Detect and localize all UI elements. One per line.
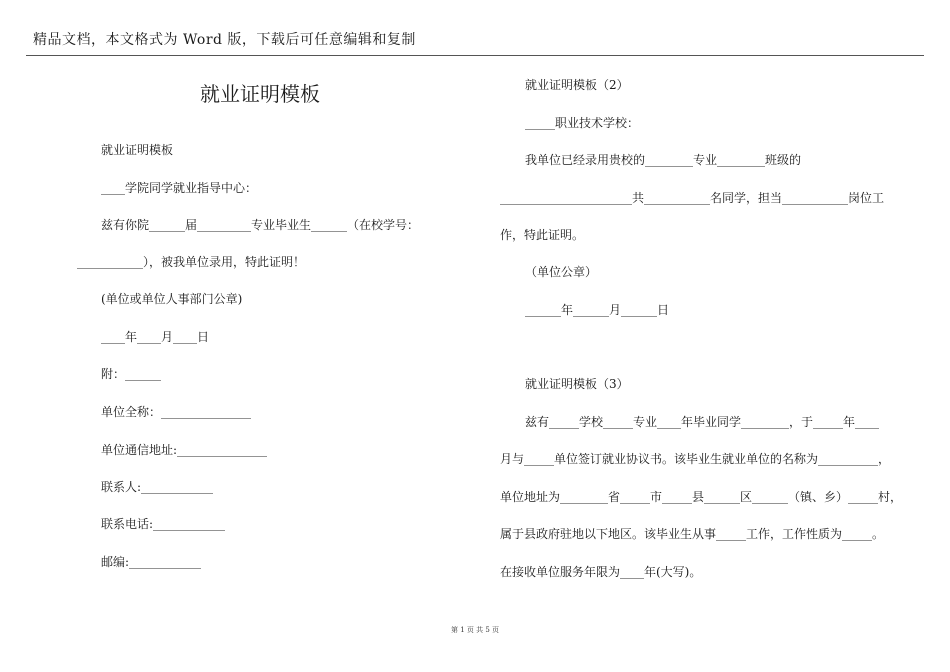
page-title: 就业证明模板: [200, 82, 320, 106]
left-line-1: 就业证明模板: [101, 143, 174, 157]
document-header: 精品文档，本文格式为 Word 版，下载后可任意编辑和复制: [33, 32, 416, 48]
right-line-9: 兹有_____学校_____专业____年毕业同学________，于_____年____: [525, 415, 880, 429]
left-line-8: 单位全称：_______________: [101, 405, 252, 419]
left-line-6: ____年____月____日: [101, 330, 210, 344]
right-line-13: 在接收单位服务年限为____年(大写)。: [500, 565, 702, 579]
right-line-11: 单位地址为________省_____市_____县______区______（镇、乡）_____村，: [500, 490, 903, 504]
right-line-1: 就业证明模板（2）: [525, 78, 629, 92]
left-line-11: 联系电话:____________: [101, 517, 226, 531]
header-rule: [26, 55, 924, 56]
right-line-6: （单位公章）: [525, 265, 598, 279]
right-line-5: 作，特此证明。: [500, 228, 585, 242]
right-line-2: _____职业技术学校：: [525, 116, 640, 130]
left-line-3: 兹有你院______届_________专业毕业生______（在校学号：: [101, 218, 420, 232]
right-line-12: 属于县政府驻地以下地区。该毕业生从事_____工作，工作性质为_____。: [500, 527, 885, 541]
right-line-10: 月与_____单位签订就业协议书。该毕业生就业单位的名称为__________，: [500, 452, 891, 466]
left-line-10: 联系人:____________: [101, 480, 214, 494]
page-number: 第 1 页 共 5 页: [450, 626, 500, 634]
right-line-8: 就业证明模板（3）: [525, 377, 629, 391]
left-line-4: ___________），被我单位录用，特此证明！: [77, 255, 306, 269]
right-line-7: ______年______月______日: [525, 303, 670, 317]
left-line-7: 附：______: [101, 367, 162, 381]
left-line-5: (单位或单位人事部门公章): [101, 292, 243, 306]
right-line-3: 我单位已经录用贵校的________专业________班级的: [525, 153, 802, 167]
left-line-2: ____学院同学就业指导中心：: [101, 181, 258, 195]
left-line-9: 单位通信地址:_______________: [101, 443, 268, 457]
left-line-12: 邮编:____________: [101, 555, 202, 569]
right-line-4: ______________________共___________名同学，担当___________岗位工: [500, 191, 885, 205]
